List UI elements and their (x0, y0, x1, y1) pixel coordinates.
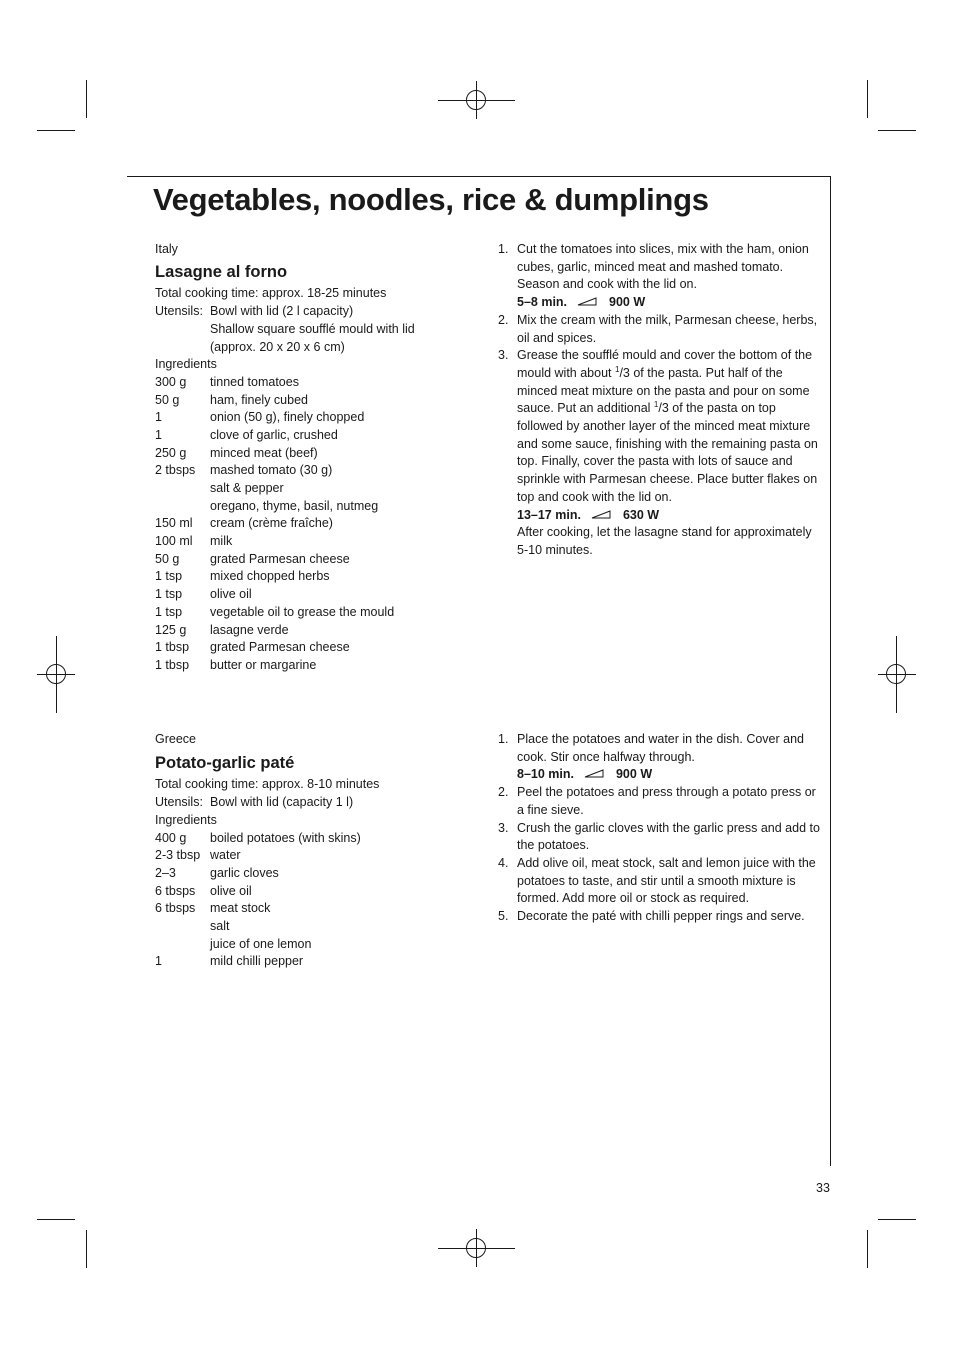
ingredient-qty: 250 g (155, 445, 187, 460)
ingredient-name: vegetable oil to grease the mould (210, 604, 395, 619)
ingredient-row (155, 480, 465, 498)
ingredient-qty: 300 g (155, 374, 187, 389)
power-setting (517, 766, 820, 784)
ingredient-qty: 2–3 (155, 865, 176, 880)
setting-time: 5–8 min. (517, 295, 568, 310)
pate-details (155, 731, 465, 971)
lasagne-ingredient-list (155, 374, 465, 675)
pate-title: Potato-garlic paté (155, 753, 295, 772)
ingredient-name: olive oil (210, 587, 252, 602)
ingredient-row (155, 392, 465, 410)
pate-cooking-time: Total cooking time: approx. 8-10 minutes (155, 777, 380, 792)
step-number: 1. (498, 732, 509, 746)
step-item (498, 784, 820, 819)
ingredient-name: minced meat (beef) (210, 445, 318, 460)
ingredient-row (155, 551, 465, 569)
lasagne-country: Italy (155, 242, 178, 256)
ingredient-name: mild chilli pepper (210, 954, 304, 969)
ingredient-name: meat stock (210, 901, 271, 916)
ingredient-qty (155, 936, 210, 954)
power-setting (517, 507, 820, 525)
pate-steps (498, 731, 820, 926)
ingredient-name: mixed chopped herbs (210, 569, 330, 584)
step-text: Cut the tomatoes into slices, mix with the ham, onion cubes, garlic, minced meat and mashed tomato. Season and cook with the lid on. (517, 242, 809, 292)
step-text: Mix the cream with the milk, Parmesan cheese, herbs, oil and spices. (517, 312, 818, 345)
utensil-item: Bowl with lid (capacity 1 l) (210, 795, 354, 810)
pate-ingredient-list (155, 830, 465, 972)
step-item (498, 855, 820, 908)
ingredient-row (155, 498, 465, 516)
setting-time: 8–10 min. (517, 767, 574, 782)
ingredient-qty: 1 tbsp (155, 640, 190, 655)
ingredient-name: ham, finely cubed (210, 392, 308, 407)
pate-utensils (155, 794, 465, 812)
ingredient-name: oregano, thyme, basil, nutmeg (210, 498, 379, 513)
fraction-denominator: /3 (658, 401, 669, 416)
ingredient-qty: 400 g (155, 830, 187, 845)
ingredient-row (155, 622, 465, 640)
ingredient-qty: 6 tbsps (155, 883, 196, 898)
ingredient-name: butter or margarine (210, 657, 317, 672)
step-item (498, 347, 820, 559)
utensils-label: Utensils: (155, 795, 203, 810)
ingredient-row (155, 427, 465, 445)
power-level-icon (577, 294, 597, 312)
lasagne-utensils (155, 303, 465, 321)
ingredient-row (155, 936, 465, 954)
fraction-denominator: /3 (619, 365, 630, 380)
ingredient-qty: 6 tbsps (155, 901, 196, 916)
ingredient-name: lasagne verde (210, 622, 289, 637)
ingredient-name: grated Parmesan cheese (210, 551, 350, 566)
power-level-icon (591, 507, 611, 525)
ingredient-row (155, 445, 465, 463)
ingredient-name: mashed tomato (30 g) (210, 463, 333, 478)
ingredient-qty (155, 480, 210, 498)
setting-time: 13–17 min. (517, 507, 581, 522)
setting-power: 630 W (622, 507, 660, 522)
page-number: 33 (816, 1181, 830, 1195)
step-text: Crush the garlic cloves with the garlic press and add to the potatoes. (517, 820, 820, 853)
ingredient-row (155, 586, 465, 604)
step-number: 1. (498, 242, 509, 256)
ingredient-qty: 125 g (155, 622, 187, 637)
frame-top-rule (127, 176, 831, 177)
fraction-numerator: 1 (614, 364, 620, 374)
ingredient-qty: 2 tbsps (155, 463, 196, 478)
step-item (498, 241, 820, 312)
ingredient-row (155, 657, 465, 675)
ingredient-row (155, 847, 465, 865)
frame-right-rule (830, 176, 831, 1166)
step-text: Place the potatoes and water in the dish. Cover and cook. Stir once halfway through. (517, 732, 804, 764)
ingredient-row (155, 883, 465, 901)
ingredient-name: milk (210, 534, 233, 549)
ingredient-qty (155, 498, 210, 516)
utensils-label: Utensils: (155, 304, 203, 319)
ingredient-row (155, 374, 465, 392)
step-text: Peel the potatoes and press through a potato press or a fine sieve. (517, 785, 816, 817)
ingredient-qty: 150 ml (155, 516, 193, 531)
lasagne-steps (498, 241, 820, 560)
ingredient-qty: 50 g (155, 392, 180, 407)
utensil-item: Bowl with lid (2 l capacity) (210, 304, 354, 319)
power-setting (517, 294, 820, 312)
ingredient-qty: 50 g (155, 551, 180, 566)
ingredient-name: boiled potatoes (with skins) (210, 830, 361, 845)
ingredient-qty: 1 tsp (155, 569, 183, 584)
power-level-icon (584, 766, 604, 784)
ingredient-name: juice of one lemon (210, 936, 312, 951)
ingredient-name: tinned tomatoes (210, 374, 299, 389)
step-number: 3. (498, 348, 509, 363)
ingredient-name: garlic cloves (210, 865, 279, 880)
ingredient-qty (155, 918, 210, 936)
pate-country: Greece (155, 732, 196, 746)
lasagne-title: Lasagne al forno (155, 262, 288, 281)
step-item (498, 312, 820, 347)
step-number: 4. (498, 855, 509, 870)
ingredient-row (155, 604, 465, 622)
ingredient-qty: 1 (155, 410, 162, 425)
ingredient-row (155, 918, 465, 936)
step-item (498, 908, 820, 926)
ingredient-row (155, 533, 465, 551)
setting-power: 900 W (615, 767, 653, 782)
ingredient-row (155, 515, 465, 533)
ingredient-row (155, 865, 465, 883)
step-text: Add olive oil, meat stock, salt and lemon juice with the potatoes to taste, and stir until a smooth mixture is formed. Add more oil or stock as required. (517, 855, 816, 906)
step-item (498, 731, 820, 784)
ingredient-name: salt & pepper (210, 481, 284, 496)
ingredient-name: water (210, 848, 241, 863)
lasagne-cooking-time: Total cooking time: approx. 18-25 minutes (155, 286, 387, 301)
ingredient-row (155, 462, 465, 480)
utensil-item: (approx. 20 x 20 x 6 cm) (210, 339, 345, 354)
step-number: 2. (498, 312, 509, 327)
ingredient-name: grated Parmesan cheese (210, 640, 350, 655)
utensil-item: Shallow square soufflé mould with lid (210, 321, 415, 336)
ingredients-label: Ingredients (155, 812, 217, 827)
ingredient-name: olive oil (210, 883, 252, 898)
lasagne-details (155, 241, 465, 675)
ingredient-row (155, 830, 465, 848)
step-item (498, 820, 820, 855)
ingredient-qty: 2-3 tbsp (155, 848, 201, 863)
ingredient-qty: 1 tsp (155, 587, 183, 602)
ingredient-qty: 100 ml (155, 534, 193, 549)
ingredient-qty: 1 tbsp (155, 657, 190, 672)
ingredient-row (155, 953, 465, 971)
ingredients-label: Ingredients (155, 357, 217, 372)
ingredient-row (155, 568, 465, 586)
step-number: 2. (498, 785, 509, 800)
standing-note: After cooking, let the lasagne stand for approximately 5-10 minutes. (517, 525, 812, 557)
step-text: Grease the soufflé mould and cover the bottom of the mould with about $^1$/3 of the pasta. Put half of the minced meat mixture on the pasta and pour on some sauce. Put an additional $^1$/3 of the pasta on top followed by another layer of the minced meat mixture and some sauce, finishing with the remaining pasta on top. Finally, cover the pasta with lots of sauce and sprinkle with Parmesan cheese. Place butter flakes on top and cook with the lid on. (517, 348, 818, 504)
step-number: 5. (498, 909, 509, 924)
ingredient-name: cream (crème fraîche) (210, 516, 333, 531)
page-title: Vegetables, noodles, rice & dumplings (153, 182, 709, 217)
setting-power: 900 W (609, 295, 646, 310)
ingredient-qty: 1 (155, 427, 162, 442)
ingredient-row (155, 900, 465, 918)
ingredient-name: clove of garlic, crushed (210, 427, 338, 442)
ingredient-qty: 1 (155, 954, 162, 969)
ingredient-row (155, 639, 465, 657)
ingredient-name: onion (50 g), finely chopped (210, 410, 365, 425)
ingredient-qty: 1 tsp (155, 604, 183, 619)
ingredient-row (155, 409, 465, 427)
fraction-numerator: 1 (653, 400, 659, 410)
ingredient-name: salt (210, 918, 230, 933)
step-text: Decorate the paté with chilli pepper rings and serve. (517, 909, 805, 924)
step-number: 3. (498, 820, 509, 835)
